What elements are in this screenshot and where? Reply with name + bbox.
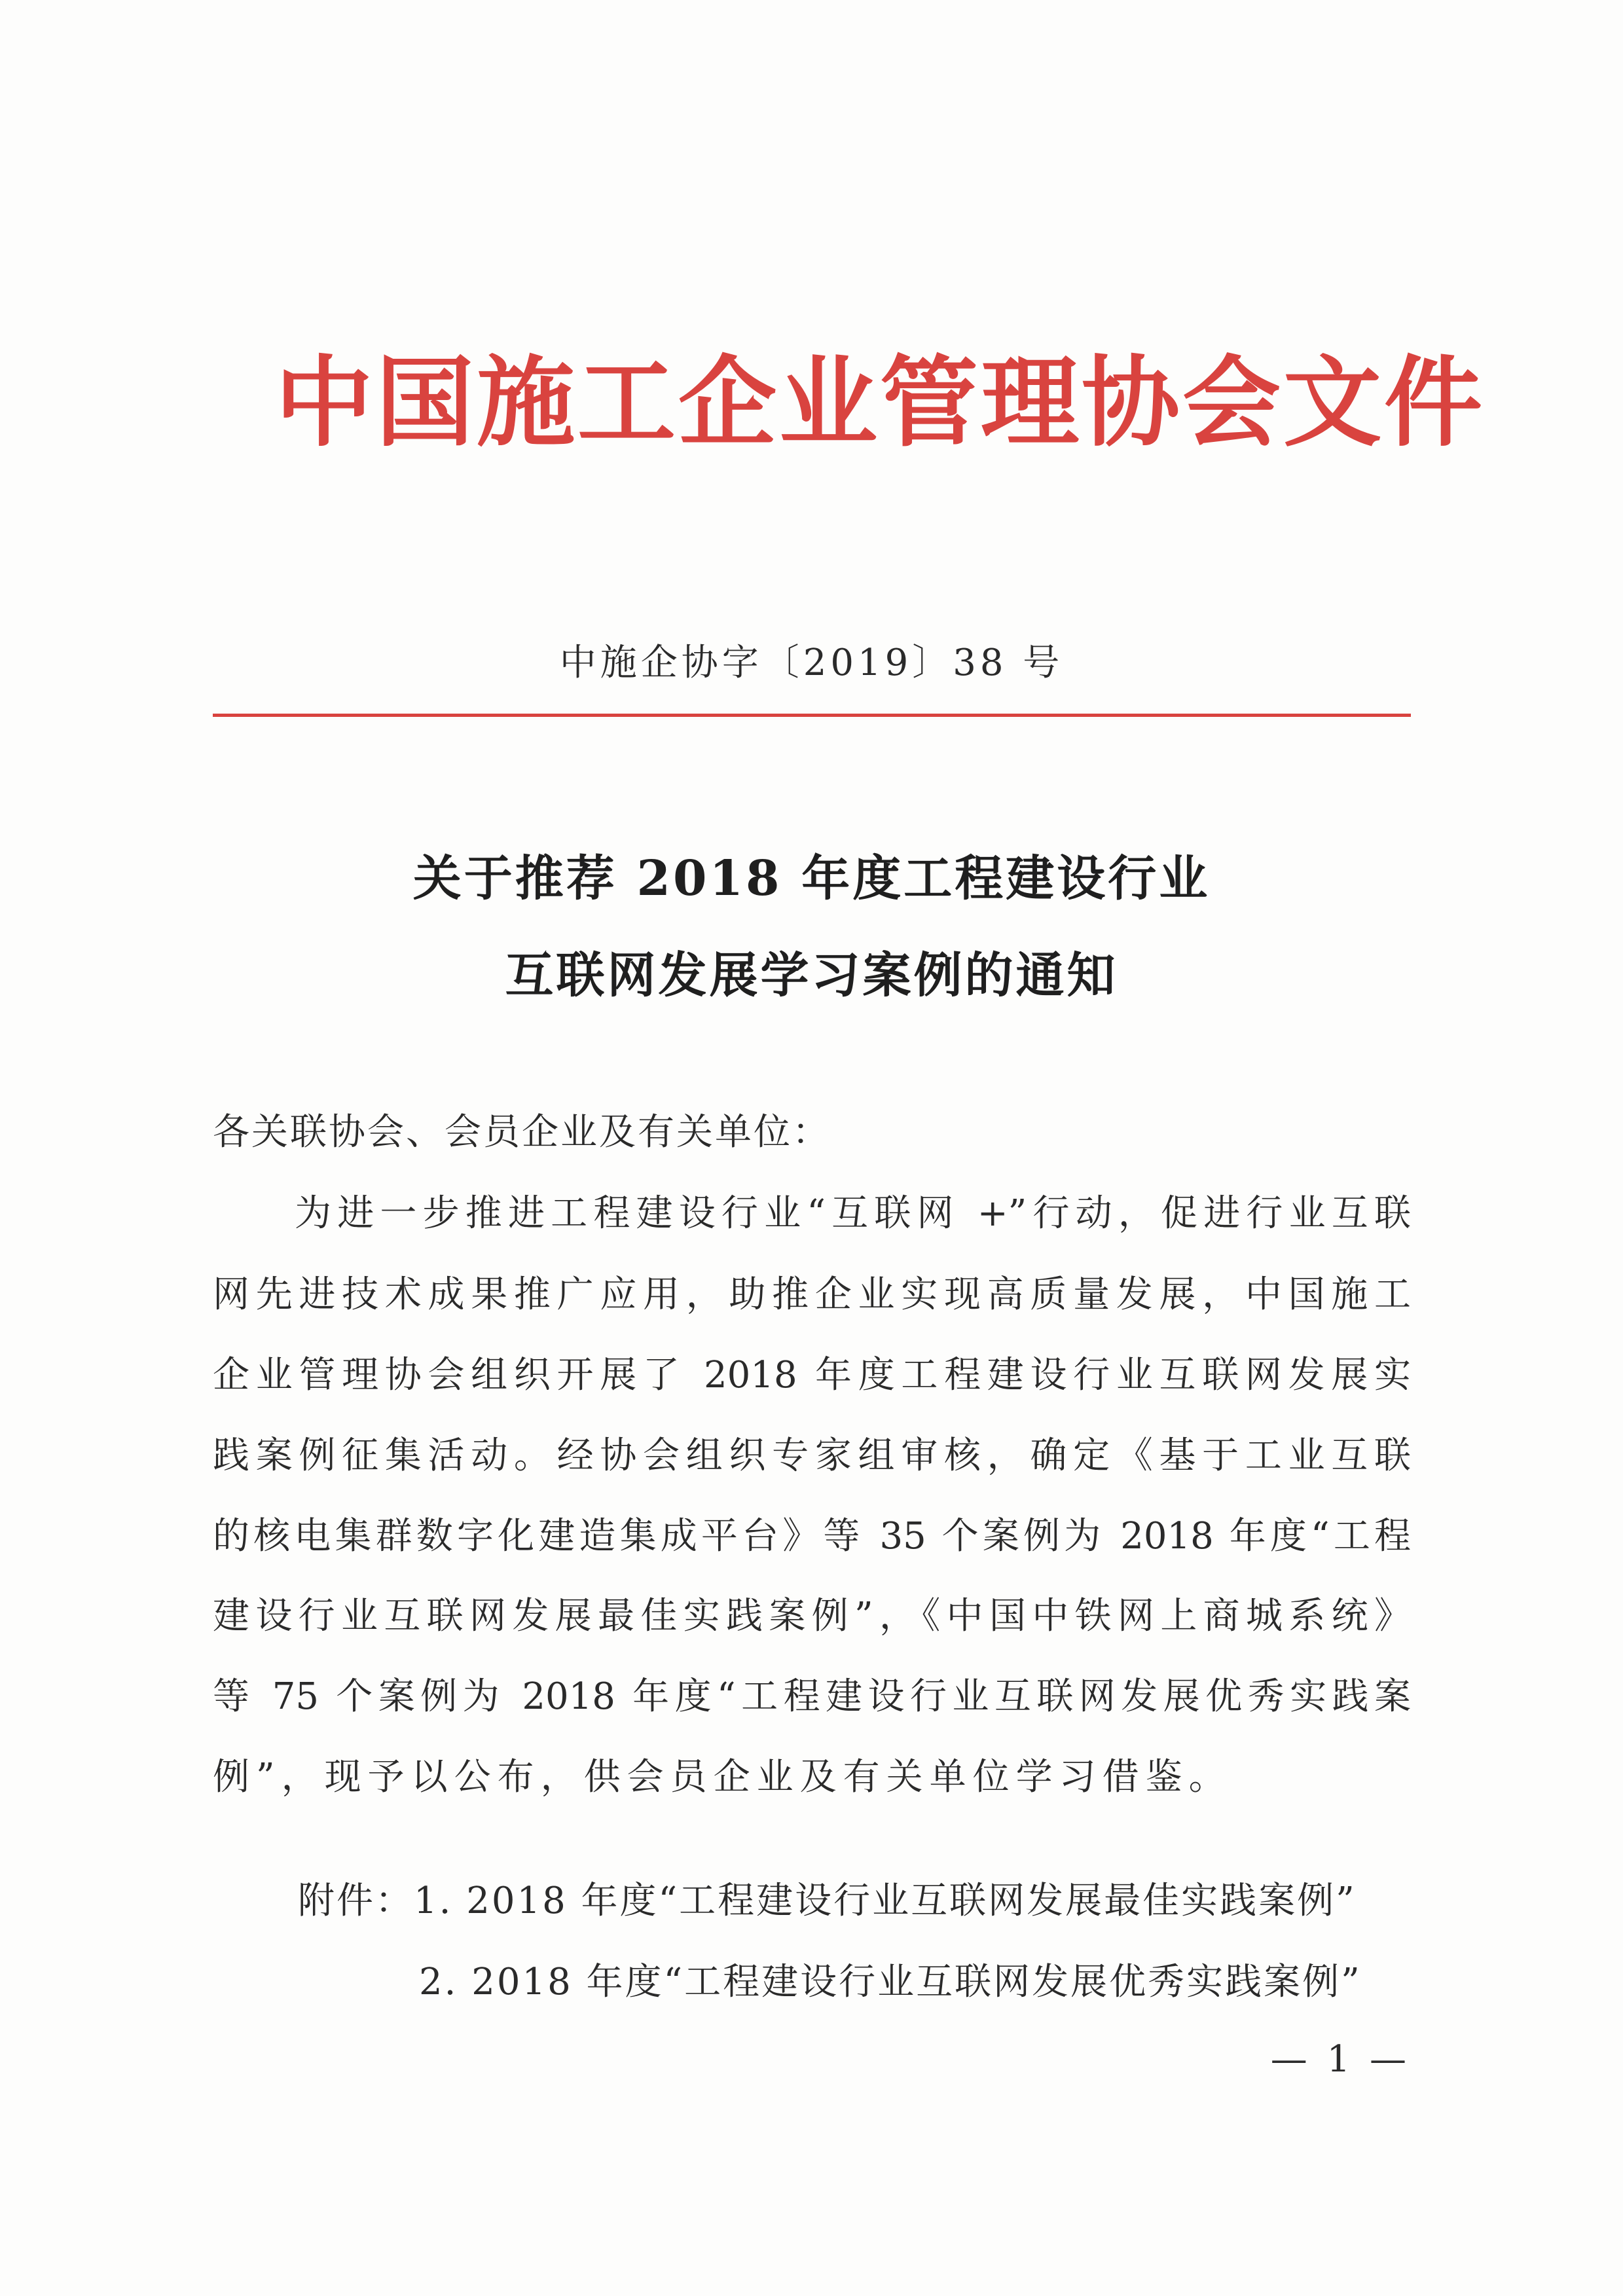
- body-line: 建设行业互联网发展最佳实践案例”，《中国中铁网上商城系统》: [213, 1595, 1411, 1637]
- body-line: 等 75 个案例为 2018 年度“工程建设行业互联网发展优秀实践案: [213, 1675, 1411, 1718]
- body-line: 践案例征集活动。经协会组织专家组审核，确定《基于工业互联: [213, 1434, 1411, 1477]
- page-number: — 1 —: [1270, 2038, 1410, 2081]
- body-line: 的核电集群数字化建造集成平台》等 35 个案例为 2018 年度“工程: [213, 1515, 1411, 1558]
- document-number: 中施企协字〔2019〕38 号: [559, 642, 1064, 684]
- body-line: 企业管理协会组织开展了 2018 年度工程建设行业互联网发展实: [213, 1354, 1411, 1396]
- body-line: 为进一步推进工程建设行业“互联网 +”行动，促进行业互联: [295, 1192, 1411, 1235]
- attachment-label: 附件：: [298, 1880, 414, 1922]
- body-line: 网先进技术成果推广应用，助推企业实现高质量发展，中国施工: [213, 1273, 1411, 1316]
- masthead-title: 中国施工企业管理协会文件: [275, 345, 1486, 460]
- attachment-item: [419, 1961, 1362, 2003]
- notice-title-line-2: 互联网发展学习案例的通知: [505, 947, 1118, 1004]
- notice-title-line-1: 关于推荐 2018 年度工程建设行业: [412, 850, 1211, 907]
- red-divider-line: [213, 714, 1411, 717]
- attachment-text: 2. 2018 年度“工程建设行业互联网发展优秀实践案例”: [419, 1961, 1362, 2003]
- attachment-text: 1. 2018 年度“工程建设行业互联网发展最佳实践案例”: [414, 1880, 1357, 1922]
- salutation: 各关联协会、会员企业及有关单位：: [213, 1111, 831, 1154]
- body-line: 例”，现予以公布，供会员企业及有关单位学习借鉴。: [213, 1756, 1232, 1798]
- attachment-item: [298, 1880, 1357, 1922]
